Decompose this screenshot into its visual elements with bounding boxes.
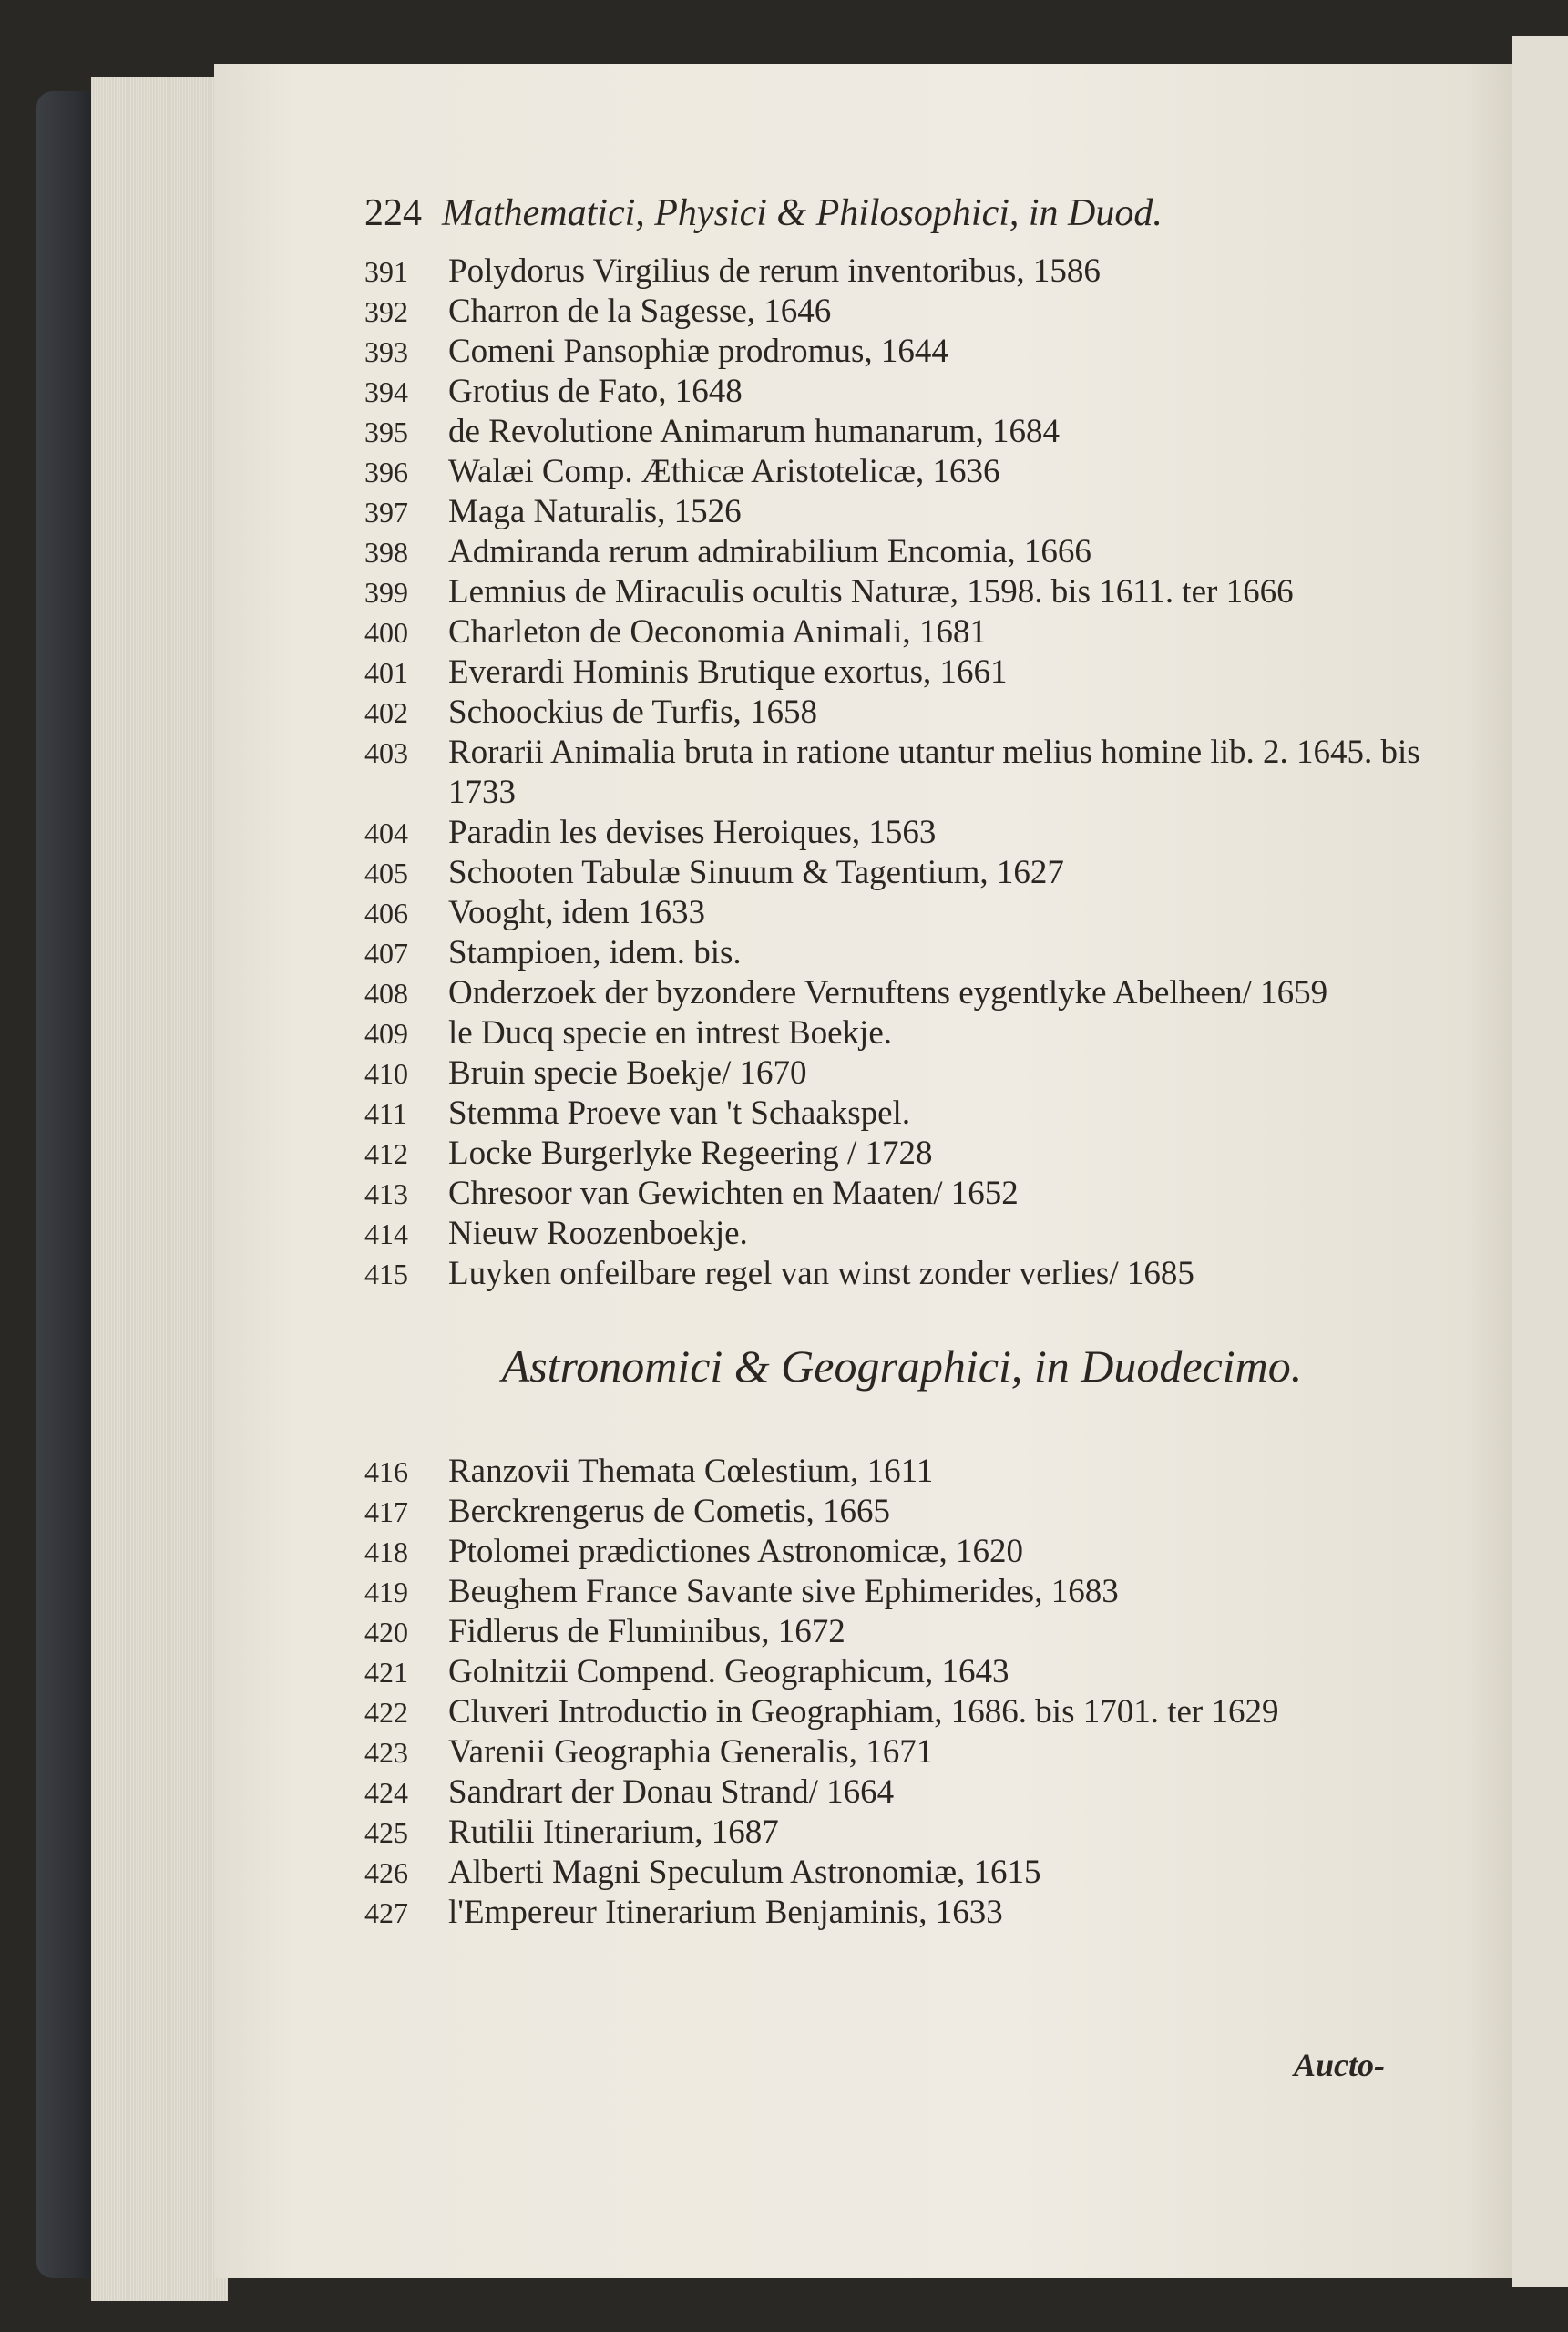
entry-number: 414 bbox=[364, 1217, 408, 1250]
catalog-entry bbox=[364, 1452, 1440, 1492]
entry-text: Locke Burgerlyke Regeering / 1728 bbox=[448, 1135, 933, 1172]
entry-text: Fidlerus de Fluminibus, 1672 bbox=[448, 1613, 845, 1650]
entry-text: Golnitzii Compend. Geographicum, 1643 bbox=[448, 1653, 1009, 1690]
entry-number: 392 bbox=[364, 295, 408, 328]
section-title: Astronomici & Geographici, in Duodecimo. bbox=[501, 1341, 1303, 1392]
entry-number: 401 bbox=[364, 656, 408, 689]
entry-text: Cluveri Introductio in Geographiam, 1686. bis 1701. ter 1629 bbox=[448, 1693, 1279, 1731]
catalog-entry bbox=[364, 1893, 1440, 1933]
catalog-entry bbox=[364, 1732, 1440, 1772]
entry-text: Alberti Magni Speculum Astronomiæ, 1615 bbox=[448, 1854, 1041, 1891]
catalog-entry bbox=[364, 452, 1440, 492]
entry-number: 406 bbox=[364, 897, 408, 930]
catchword: Aucto- bbox=[1294, 2047, 1386, 2083]
entry-text: Varenii Geographia Generalis, 1671 bbox=[448, 1733, 934, 1771]
catalog-entry bbox=[364, 1572, 1440, 1612]
entry-number: 405 bbox=[364, 857, 408, 889]
entry-text: Beughem France Savante sive Ephimerides, 1683 bbox=[448, 1573, 1119, 1610]
catalog-entry bbox=[364, 1094, 1440, 1134]
entry-text: Vooght, idem 1633 bbox=[448, 894, 705, 931]
catalog-entry bbox=[364, 853, 1440, 893]
entry-number: 397 bbox=[364, 496, 408, 529]
entry-number: 421 bbox=[364, 1656, 408, 1689]
entry-number: 417 bbox=[364, 1495, 408, 1528]
catalog-entry bbox=[364, 652, 1440, 693]
entry-text: Berckrengerus de Cometis, 1665 bbox=[448, 1493, 890, 1530]
catalog-entry bbox=[364, 933, 1440, 973]
page-number: 224 bbox=[364, 192, 422, 234]
entry-number: 404 bbox=[364, 817, 408, 849]
entry-text: Polydorus Virgilius de rerum inventoribus, 1586 bbox=[448, 252, 1101, 290]
entry-number: 398 bbox=[364, 536, 408, 569]
catalog-entry bbox=[364, 1532, 1440, 1572]
entry-number: 408 bbox=[364, 977, 408, 1010]
entry-number: 424 bbox=[364, 1776, 408, 1809]
entry-text: Comeni Pansophiæ prodromus, 1644 bbox=[448, 333, 948, 370]
catalog-entry bbox=[364, 1612, 1440, 1652]
entry-number: 425 bbox=[364, 1816, 408, 1849]
entry-text: Luyken onfeilbare regel van winst zonder verlies/ 1685 bbox=[448, 1255, 1194, 1292]
entry-number: 427 bbox=[364, 1896, 408, 1929]
entry-text: Ranzovii Themata Cœlestium, 1611 bbox=[448, 1453, 934, 1490]
catalog-entry bbox=[364, 1813, 1440, 1853]
entry-text: Stampioen, idem. bis. bbox=[448, 934, 742, 971]
entry-number: 423 bbox=[364, 1736, 408, 1769]
catalog-entry bbox=[364, 973, 1440, 1013]
catalog-entry bbox=[364, 372, 1440, 412]
entry-number: 415 bbox=[364, 1258, 408, 1290]
catalog-entry bbox=[364, 1254, 1440, 1294]
catalog-entry bbox=[364, 532, 1440, 572]
entry-text: Schooten Tabulæ Sinuum & Tagentium, 1627 bbox=[448, 854, 1064, 891]
entry-number: 402 bbox=[364, 696, 408, 729]
page-content bbox=[364, 191, 1440, 1933]
entry-number: 391 bbox=[364, 255, 408, 288]
entry-number: 410 bbox=[364, 1057, 408, 1090]
entry-text: Admiranda rerum admirabilium Encomia, 1666 bbox=[448, 533, 1091, 570]
entry-text: Everardi Hominis Brutique exortus, 1661 bbox=[448, 653, 1008, 691]
entry-number: 403 bbox=[364, 736, 408, 769]
entry-number: 420 bbox=[364, 1616, 408, 1649]
entry-number: 418 bbox=[364, 1536, 408, 1568]
entry-number: 412 bbox=[364, 1137, 408, 1170]
catalog-entry bbox=[364, 693, 1440, 733]
entry-number: 422 bbox=[364, 1696, 408, 1729]
entry-text: Grotius de Fato, 1648 bbox=[448, 373, 743, 410]
entry-number: 409 bbox=[364, 1017, 408, 1050]
page-edges bbox=[91, 77, 228, 2301]
page-title: Mathematici, Physici & Philosophici, in Duod. bbox=[442, 192, 1163, 234]
catalog-entry bbox=[364, 492, 1440, 532]
catalog-entry bbox=[364, 1134, 1440, 1174]
entry-number: 400 bbox=[364, 616, 408, 649]
entry-text: Sandrart der Donau Strand/ 1664 bbox=[448, 1773, 895, 1811]
entry-list-astronomici bbox=[364, 1452, 1440, 1933]
entry-text: Ptolomei prædictiones Astronomicæ, 1620 bbox=[448, 1533, 1024, 1570]
entry-text: Rutilii Itinerarium, 1687 bbox=[448, 1813, 779, 1851]
entry-number: 413 bbox=[364, 1177, 408, 1210]
catalog-entry bbox=[364, 893, 1440, 933]
catalog-entry bbox=[364, 412, 1440, 452]
entry-number: 396 bbox=[364, 456, 408, 488]
entry-text: Schoockius de Turfis, 1658 bbox=[448, 693, 817, 731]
catalog-entry bbox=[364, 1853, 1440, 1893]
entry-text: Chresoor van Gewichten en Maaten/ 1652 bbox=[448, 1175, 1019, 1212]
catalog-entry bbox=[364, 1174, 1440, 1214]
catalog-entry bbox=[364, 733, 1440, 813]
entry-text: Lemnius de Miraculis ocultis Naturæ, 1598. bis 1611. ter 1666 bbox=[448, 573, 1294, 611]
entry-number: 426 bbox=[364, 1856, 408, 1889]
catalog-entry bbox=[364, 332, 1440, 372]
entry-text: Maga Naturalis, 1526 bbox=[448, 493, 742, 530]
catalog-entry bbox=[364, 1652, 1440, 1692]
entry-number: 399 bbox=[364, 576, 408, 609]
entry-text: Charleton de Oeconomia Animali, 1681 bbox=[448, 613, 987, 651]
entry-text: Walæi Comp. Æthicæ Aristotelicæ, 1636 bbox=[448, 453, 1000, 490]
entry-text: de Revolutione Animarum humanarum, 1684 bbox=[448, 413, 1061, 450]
running-head bbox=[364, 191, 1440, 235]
entry-text: Bruin specie Boekje/ 1670 bbox=[448, 1054, 807, 1092]
entry-text: Stemma Proeve van 't Schaakspel. bbox=[448, 1094, 911, 1132]
entry-number: 394 bbox=[364, 375, 408, 408]
entry-text: le Ducq specie en intrest Boekje. bbox=[448, 1014, 892, 1052]
catalog-entry bbox=[364, 1692, 1440, 1732]
catalog-entry bbox=[364, 813, 1440, 853]
entry-text: Onderzoek der byzondere Vernuftens eygentlyke Abelheen/ 1659 bbox=[448, 974, 1328, 1012]
catalog-entry bbox=[364, 612, 1440, 652]
catalog-entry bbox=[364, 292, 1440, 332]
entry-list-physici bbox=[364, 252, 1440, 1294]
entry-text: Charron de la Sagesse, 1646 bbox=[448, 293, 832, 330]
facing-page-edge bbox=[1512, 36, 1568, 2287]
catalog-entry bbox=[364, 252, 1440, 292]
catalog-entry bbox=[364, 1772, 1440, 1813]
entry-number: 419 bbox=[364, 1576, 408, 1608]
entry-number: 407 bbox=[364, 937, 408, 970]
catalog-entry bbox=[364, 1053, 1440, 1094]
entry-text: Paradin les devises Heroiques, 1563 bbox=[448, 814, 937, 851]
entry-text: Rorarii Animalia bruta in ratione utantur melius homine lib. 2. 1645. bis 1733 bbox=[448, 734, 1420, 811]
entry-number: 395 bbox=[364, 416, 408, 448]
catalog-entry bbox=[364, 1492, 1440, 1532]
entry-text: l'Empereur Itinerarium Benjaminis, 1633 bbox=[448, 1894, 1003, 1931]
entry-number: 411 bbox=[364, 1097, 407, 1130]
entry-text: Nieuw Roozenboekje. bbox=[448, 1215, 748, 1252]
catalog-entry bbox=[364, 1013, 1440, 1053]
entry-number: 393 bbox=[364, 335, 408, 368]
catalog-entry bbox=[364, 1214, 1440, 1254]
catalog-entry bbox=[364, 572, 1440, 612]
entry-number: 416 bbox=[364, 1455, 408, 1488]
